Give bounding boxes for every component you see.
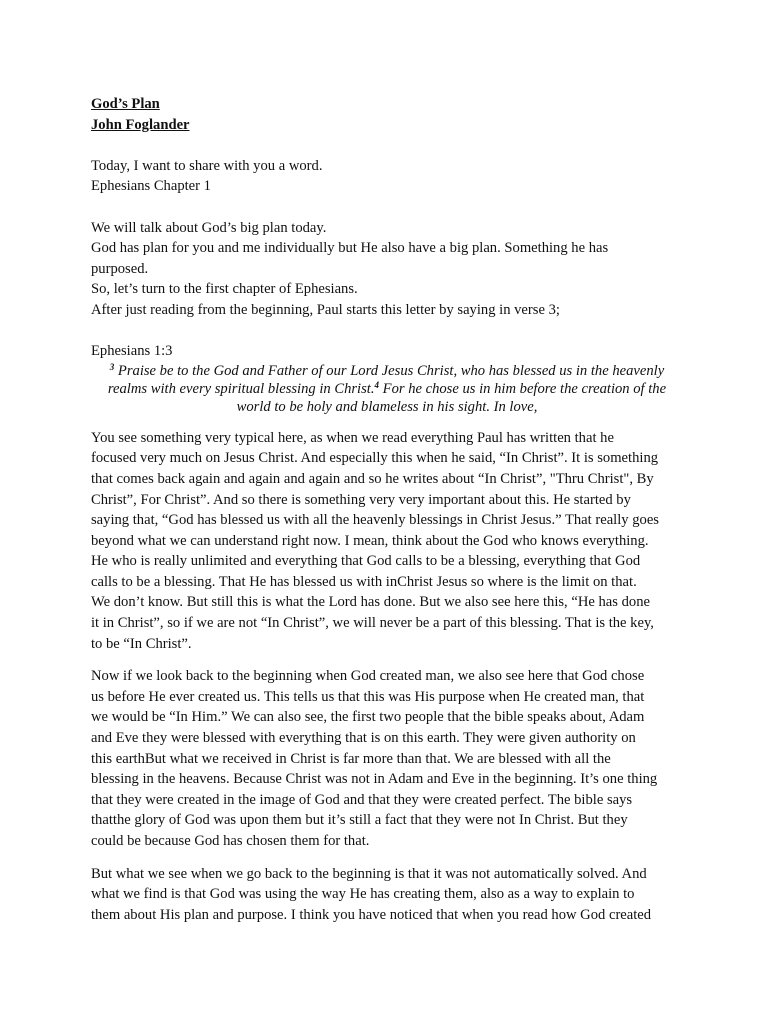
paragraph-line: beyond what we can understand right now. I mean, think about the God who knows everything.: [91, 532, 649, 549]
paragraph-line: could be because God has chosen them for that.: [91, 833, 370, 849]
opening-line: purposed.: [91, 260, 149, 277]
paragraph-line: this earthBut what we received in Christ is far more than that. We are blessed with all the: [91, 750, 611, 767]
paragraph: [91, 666, 683, 851]
paragraph-line: Christ”, For Christ”. And so there is something very very important about this. He started by: [91, 491, 631, 508]
verse-text: Praise be to the God and Father of our Lord Jesus Christ, who has blessed us in the heavenly: [114, 362, 665, 379]
paragraph-line: we would be “In Him.” We can also see, the first two people that the bible speaks about, Adam: [91, 709, 645, 726]
paragraph-line: Now if we look back to the beginning when God created man, we also see here that God chose: [91, 668, 645, 685]
opening-line: So, let’s turn to the first chapter of Ephesians.: [91, 281, 358, 298]
paragraph-line: But what we see when we go back to the beginning is that it was not automatically solved. And: [91, 865, 647, 882]
scripture-reference: Ephesians 1:3: [91, 343, 173, 360]
paragraph-line: focused very much on Jesus Christ. And especially this when he said, “In Christ”. It is something: [91, 450, 659, 467]
paragraph-line: You see something very typical here, as when we read everything Paul has written that he: [91, 429, 614, 446]
scripture-verse: [87, 362, 687, 416]
verse-number: 4: [374, 379, 379, 390]
intro-line: Ephesians Chapter 1: [91, 178, 211, 195]
intro-line: Today, I want to share with you a word.: [91, 157, 323, 174]
paragraph-line: what we find is that God was using the way He has creating them, also as a way to explain to: [91, 886, 635, 903]
paragraph: [91, 428, 683, 655]
paragraph-line: calls to be a blessing. That He has blessed us with inChrist Jesus so where is the limit on that.: [91, 573, 637, 590]
opening-line: After just reading from the beginning, Paul starts this letter by saying in verse 3;: [91, 301, 560, 318]
paragraph-line: it in Christ”, so if we are not “In Christ”, we will never be a part of this blessing. That is the key,: [91, 615, 654, 632]
opening-line: We will talk about God’s big plan today.: [91, 219, 327, 236]
paragraph-line: blessing in the heavens. Because Christ was not in Adam and Eve in the beginning. It’s one thing: [91, 771, 658, 788]
paragraph-line: to be “In Christ”.: [91, 635, 192, 652]
document-author: John Foglander: [91, 116, 190, 133]
paragraph-line: us before He ever created us. This tells us that this was His purpose when He created man, that: [91, 688, 645, 705]
document-body: [91, 94, 683, 925]
opening-line: God has plan for you and me individually but He also have a big plan. Something he has: [91, 240, 609, 257]
document-title: God’s Plan: [91, 96, 160, 112]
paragraph-line: and Eve they were blessed with everything that is on this earth. They were given authority on: [91, 730, 636, 747]
verse-text: realms with every spiritual blessing in Christ.: [107, 380, 375, 397]
paragraph-line: saying that, “God has blessed us with all the heavenly blessings in Christ Jesus.” That really goes: [91, 512, 659, 529]
paragraph-line: them about His plan and purpose. I think you have noticed that when you read how God created: [91, 906, 652, 923]
verse-text: world to be holy and blameless in his sight. In love,: [236, 398, 538, 415]
paragraph-line: He who is really unlimited and everything that God calls to be a blessing, everything that God: [91, 553, 641, 570]
paragraph-line: We don’t know. But still this is what the Lord has done. But we also see here this, “He has done: [91, 594, 650, 611]
paragraph-line: that they were created in the image of God and that they were created perfect. The bible says: [91, 791, 633, 808]
paragraph-line: thatthe glory of God was upon them but it’s still a fact that they were not In Christ. But they: [91, 812, 628, 829]
verse-number: 3: [109, 361, 115, 372]
paragraph: [91, 864, 683, 926]
verse-text: For he chose us in him before the creation of the: [379, 380, 667, 397]
paragraph-line: that comes back again and again and again and so he writes about “In Christ”, "Thru Christ", By: [91, 470, 654, 487]
